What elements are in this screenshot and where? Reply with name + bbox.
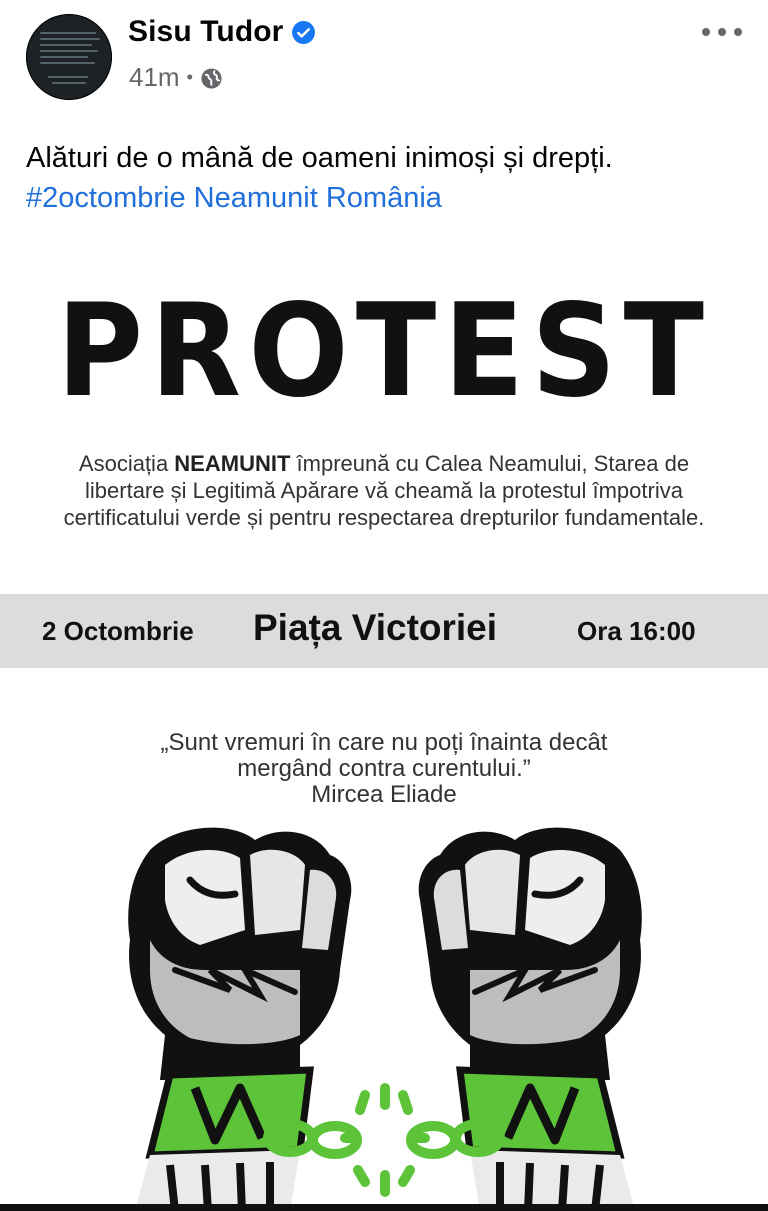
- hashtags: [26, 178, 746, 218]
- quote-line: „Sunt vremuri în care nu poți înainta decât: [160, 729, 608, 756]
- poster-title: PROTEST: [56, 277, 712, 426]
- quote-author: Mircea Eliade: [311, 781, 457, 808]
- poster-quote: [64, 730, 704, 808]
- dot: [702, 28, 710, 36]
- globe-icon: [200, 66, 223, 89]
- verified-badge-icon: [291, 20, 316, 45]
- author-row: [128, 15, 316, 49]
- date-band: [0, 594, 768, 668]
- post-meta: [129, 62, 223, 93]
- post-image-poster[interactable]: [0, 240, 768, 1211]
- intro-prefix: Asociația: [78, 451, 175, 476]
- quote-line: mergând contra curentului.”: [237, 755, 531, 782]
- dot: [734, 28, 742, 36]
- post-header: [0, 0, 768, 110]
- event-date: 2 Octombrie: [42, 615, 194, 646]
- more-options-button[interactable]: [702, 22, 742, 42]
- intro-organization: NEAMUNIT: [174, 451, 291, 476]
- post-message: Alături de o mână de oameni inimoși și drepți.: [26, 142, 613, 174]
- author-name[interactable]: Sisu Tudor: [128, 15, 284, 48]
- hashtag-link[interactable]: #2octombrie: [26, 182, 186, 214]
- post-text: [26, 138, 746, 218]
- intro-rest: împreună cu Calea Neamului, Starea de libertare și Legitimă Apărare vă cheamă la protestul împotriva certificatului verde și pentru respectarea drepturilor fundamentale.: [63, 451, 705, 530]
- dot: [718, 28, 726, 36]
- meta-separator: •: [186, 67, 193, 87]
- hashtag-link[interactable]: Neamunit: [193, 182, 318, 214]
- post-timestamp[interactable]: 41m: [129, 62, 180, 92]
- avatar[interactable]: [26, 14, 112, 100]
- broken-chains-fists-illustration: [0, 820, 768, 1211]
- event-place: Piața Victoriei: [253, 607, 498, 648]
- poster-intro: [60, 450, 708, 531]
- event-time: Ora 16:00: [577, 615, 696, 646]
- hashtag-link[interactable]: România: [325, 182, 442, 214]
- bottom-edge: [0, 1204, 768, 1211]
